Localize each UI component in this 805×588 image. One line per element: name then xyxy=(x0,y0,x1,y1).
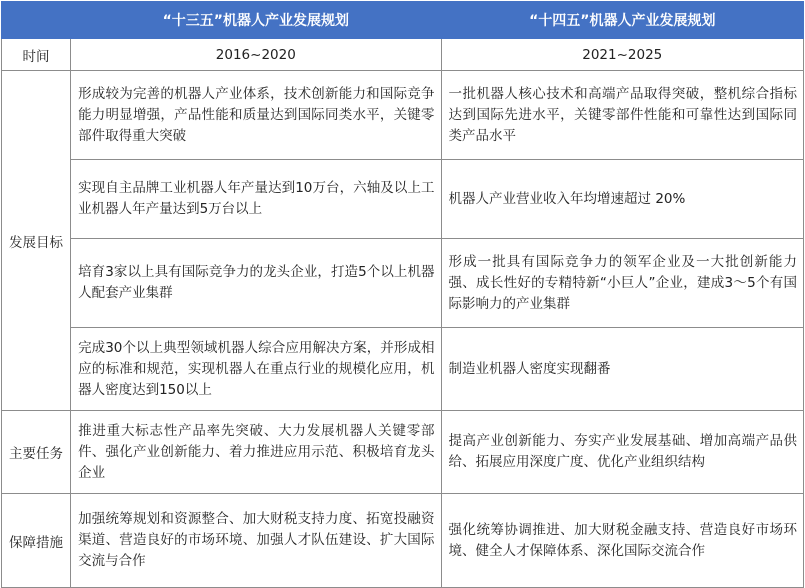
tasks-14th-cell: 提高产业创新能力、夯实产业发展基础、增加高端产品供给、拓展应用深度广度、优化产业组织结构 xyxy=(441,411,803,494)
goal-13th-cell: 培育3家以上具有国际竞争力的龙头企业，打造5个以上机器人配套产业集群 xyxy=(71,239,441,328)
goal-14th-cell: 机器人产业营业收入年均增速超过 20% xyxy=(441,160,803,239)
tasks-13th-cell: 推进重大标志性产品率先突破、大力发展机器人关键零部件、强化产业创新能力、着力推进应用示范、积极培育龙头企业 xyxy=(71,411,441,494)
goal-row xyxy=(2,71,804,160)
guarantees-label: 保障措施 xyxy=(2,494,71,588)
header-13th-plan: “十三五”机器人产业发展规划 xyxy=(71,2,441,39)
goal-14th-cell: 形成一批具有国际竞争力的领军企业及一大批创新能力强、成长性好的专精特新“小巨人”企业，建成3～5个有国际影响力的产业集群 xyxy=(441,239,803,328)
header-corner xyxy=(2,2,71,39)
header-row xyxy=(2,2,804,39)
goal-13th-cell: 实现自主品牌工业机器人年产量达到10万台，六轴及以上工业机器人年产量达到5万台以上 xyxy=(71,160,441,239)
time-label: 时间 xyxy=(2,39,71,71)
goal-13th-cell: 形成较为完善的机器人产业体系，技术创新能力和国际竞争能力明显增强，产品性能和质量达到国际同类水平，关键零部件取得重大突破 xyxy=(71,71,441,160)
goals-label: 发展目标 xyxy=(2,71,71,411)
goal-row xyxy=(2,328,804,411)
goal-13th-cell: 完成30个以上典型领域机器人综合应用解决方案，并形成相应的标准和规范，实现机器人在重点行业的规模化应用，机器人密度达到150以上 xyxy=(71,328,441,411)
tasks-label: 主要任务 xyxy=(2,411,71,494)
goal-row xyxy=(2,239,804,328)
goal-14th-cell: 制造业机器人密度实现翻番 xyxy=(441,328,803,411)
header-14th-plan: “十四五”机器人产业发展规划 xyxy=(441,2,803,39)
goal-row xyxy=(2,160,804,239)
period-14th: 2021~2025 xyxy=(441,39,803,71)
goal-14th-cell: 一批机器人核心技术和高端产品取得突破，整机综合指标达到国际先进水平，关键零部件性能和可靠性达到国际同类产品水平 xyxy=(441,71,803,160)
time-row xyxy=(2,39,804,71)
plan-comparison-table xyxy=(1,1,804,588)
guarantees-row xyxy=(2,494,804,588)
guarantees-13th-cell: 加强统筹规划和资源整合、加大财税支持力度、拓宽投融资渠道、营造良好的市场环境、加强人才队伍建设、扩大国际交流与合作 xyxy=(71,494,441,588)
tasks-row xyxy=(2,411,804,494)
period-13th: 2016~2020 xyxy=(71,39,441,71)
guarantees-14th-cell: 强化统筹协调推进、加大财税金融支持、营造良好市场环境、健全人才保障体系、深化国际交流合作 xyxy=(441,494,803,588)
